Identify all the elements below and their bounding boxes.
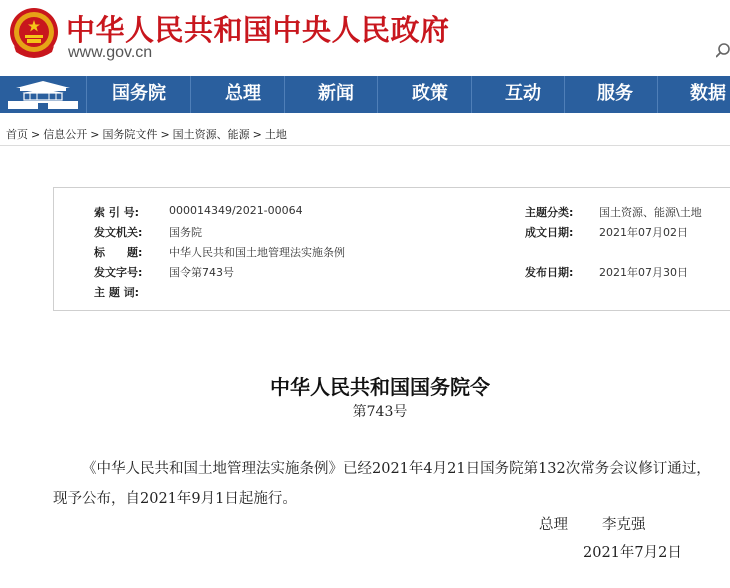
info-issuer-value — [169, 224, 202, 240]
info-doc-number — [94, 264, 142, 280]
info-written-date-value-text: 2021年07月02日 — [599, 226, 688, 239]
signature-role: 总理 — [539, 517, 568, 533]
info-published-date-value-text: 2021年07月30日 — [599, 266, 688, 279]
breadcrumb-separator: > — [160, 128, 170, 141]
nav-item-policy[interactable]: 政策 — [412, 83, 448, 104]
breadcrumb-land[interactable]: 土地 — [264, 128, 287, 141]
info-written-date — [525, 224, 573, 240]
info-index-value — [169, 204, 303, 217]
divider — [0, 145, 730, 146]
info-index — [94, 204, 139, 220]
document-body: 《中华人民共和国土地管理法实施条例》已经2021年4月21日国务院第132次常务会议修订通过，现予公布，自2021年9月1日起施行。 — [53, 461, 711, 507]
info-issuer-value-text: 国务院 — [169, 226, 202, 239]
nav-item-services[interactable]: 服务 — [597, 83, 633, 104]
nav-item-news[interactable]: 新闻 — [318, 83, 354, 104]
main-nav — [0, 76, 730, 113]
nav-item-state-council[interactable]: 国务院 — [112, 83, 166, 104]
breadcrumb-separator: > — [31, 128, 41, 141]
info-title — [94, 244, 142, 260]
info-doc-number-value-text: 国令第743号 — [169, 266, 234, 279]
info-index-label: 索 引 号: — [94, 206, 140, 219]
site-header — [0, 0, 730, 76]
nav-item-premier[interactable]: 总理 — [225, 83, 261, 104]
info-title-value — [169, 244, 345, 260]
breadcrumb-state-council-files[interactable]: 国务院文件 — [102, 128, 158, 141]
info-issuer — [94, 224, 142, 240]
info-topic-value-text: 国土资源、能源\土地 — [599, 206, 702, 219]
breadcrumb-separator: > — [90, 128, 100, 141]
national-emblem-icon[interactable] — [8, 6, 60, 64]
breadcrumb-info-disclosure[interactable]: 信息公开 — [43, 128, 88, 141]
site-title[interactable]: 中华人民共和国中央人民政府 — [66, 13, 450, 47]
breadcrumb-separator: > — [252, 128, 262, 141]
signature-name: 李克强 — [602, 517, 646, 533]
info-subject-label: 主 题 词: — [94, 286, 140, 299]
info-written-date-value — [599, 224, 688, 240]
info-topic-label: 主题分类: — [525, 206, 574, 219]
site-url[interactable]: www.gov.cn — [68, 44, 153, 61]
breadcrumb-land-energy[interactable]: 国土资源、能源 — [172, 128, 250, 141]
info-title-value-text: 中华人民共和国土地管理法实施条例 — [169, 246, 345, 259]
info-topic-value — [599, 204, 702, 220]
info-doc-number-value — [169, 264, 234, 280]
info-title-label: 标 题: — [94, 246, 143, 259]
info-topic — [525, 204, 573, 220]
info-issuer-label: 发文机关: — [94, 226, 143, 239]
info-written-date-label: 成文日期: — [525, 226, 574, 239]
info-published-date-label: 发布日期: — [525, 266, 574, 279]
info-index-value-text: 000014349/2021-00064 — [169, 204, 303, 217]
info-published-date — [525, 264, 573, 280]
nav-item-interaction[interactable]: 互动 — [505, 83, 541, 104]
info-doc-number-label: 发文字号: — [94, 266, 143, 279]
tiananmen-gate-icon[interactable] — [2, 78, 84, 111]
nav-item-data[interactable]: 数据 — [690, 83, 726, 104]
document-number: 第743号 — [352, 404, 408, 420]
breadcrumb — [6, 126, 287, 142]
breadcrumb-home[interactable]: 首页 — [6, 128, 28, 141]
document-title: 中华人民共和国国务院令 — [270, 375, 490, 399]
info-subject — [94, 284, 139, 300]
info-published-date-value — [599, 264, 688, 280]
signature-date: 2021年7月2日 — [583, 545, 682, 561]
search-icon[interactable] — [716, 42, 730, 58]
